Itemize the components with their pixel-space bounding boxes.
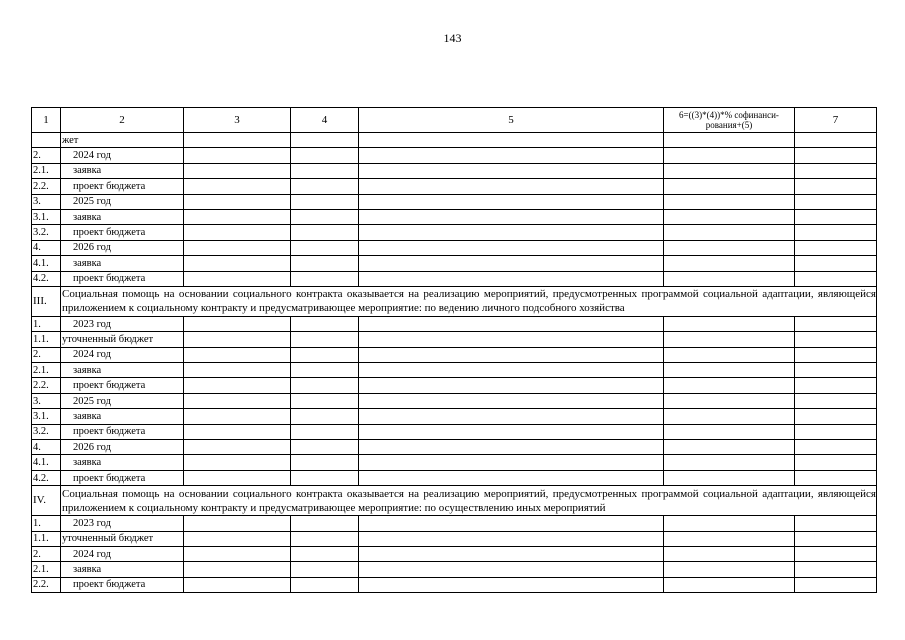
empty-cell <box>795 148 877 163</box>
empty-cell <box>795 440 877 455</box>
column-header: 3 <box>184 108 291 133</box>
table-row <box>32 240 877 255</box>
empty-cell <box>291 256 359 271</box>
empty-cell <box>795 256 877 271</box>
empty-cell <box>795 133 877 148</box>
table-row <box>32 409 877 424</box>
empty-cell <box>184 316 291 331</box>
column-header: 6=((3)*(4))*% софинанси-рования+(5) <box>664 108 795 133</box>
row-description: заявка <box>61 455 184 470</box>
empty-cell <box>291 148 359 163</box>
empty-cell <box>359 256 664 271</box>
empty-cell <box>664 332 795 347</box>
row-number: 3. <box>32 194 61 209</box>
empty-cell <box>291 470 359 485</box>
section-row <box>32 286 877 316</box>
row-number: 2. <box>32 347 61 362</box>
row-number: 4. <box>32 240 61 255</box>
empty-cell <box>184 225 291 240</box>
empty-cell <box>795 240 877 255</box>
empty-cell <box>664 133 795 148</box>
empty-cell <box>291 209 359 224</box>
table-row <box>32 562 877 577</box>
empty-cell <box>359 179 664 194</box>
table-row <box>32 163 877 178</box>
row-number: 3.2. <box>32 424 61 439</box>
table-row <box>32 271 877 286</box>
empty-cell <box>184 347 291 362</box>
row-number: 3.2. <box>32 225 61 240</box>
empty-cell <box>184 209 291 224</box>
empty-cell <box>291 225 359 240</box>
empty-cell <box>359 148 664 163</box>
row-number: 3.1. <box>32 209 61 224</box>
row-description: проект бюджета <box>61 577 184 592</box>
empty-cell <box>359 440 664 455</box>
empty-cell <box>359 347 664 362</box>
column-header: 5 <box>359 108 664 133</box>
section-description: Социальная помощь на основании социального контракта оказывается на реализацию мероприятий, предусмотренных программой социальной адаптации, являющейся приложением к социальному контракту и предусматривающее мероприятие: по ведению личного подсобного хозяйства <box>62 288 876 315</box>
empty-cell <box>795 179 877 194</box>
empty-cell <box>359 516 664 531</box>
empty-cell <box>184 133 291 148</box>
table-row <box>32 440 877 455</box>
empty-cell <box>184 179 291 194</box>
empty-cell <box>664 546 795 561</box>
empty-cell <box>795 409 877 424</box>
table-row <box>32 455 877 470</box>
row-number: 4. <box>32 440 61 455</box>
empty-cell <box>795 347 877 362</box>
empty-cell <box>291 531 359 546</box>
empty-cell <box>291 347 359 362</box>
empty-cell <box>359 393 664 408</box>
row-description: 2024 год <box>61 347 184 362</box>
row-number: 4.2. <box>32 470 61 485</box>
empty-cell <box>359 424 664 439</box>
section-number: IV. <box>32 486 61 516</box>
empty-cell <box>795 194 877 209</box>
empty-cell <box>664 271 795 286</box>
empty-cell <box>795 393 877 408</box>
row-description: заявка <box>61 409 184 424</box>
page-number: 143 <box>443 31 462 45</box>
empty-cell <box>291 577 359 592</box>
row-description: заявка <box>61 256 184 271</box>
empty-cell <box>359 562 664 577</box>
empty-cell <box>184 256 291 271</box>
empty-cell <box>664 393 795 408</box>
empty-cell <box>184 470 291 485</box>
empty-cell <box>291 194 359 209</box>
empty-cell <box>664 194 795 209</box>
empty-cell <box>359 225 664 240</box>
table-row <box>32 194 877 209</box>
row-description: заявка <box>61 163 184 178</box>
empty-cell <box>795 332 877 347</box>
table-header-row <box>32 108 877 133</box>
empty-cell <box>664 225 795 240</box>
empty-cell <box>359 240 664 255</box>
empty-cell <box>664 316 795 331</box>
row-number: 2.1. <box>32 163 61 178</box>
empty-cell <box>291 316 359 331</box>
table-row <box>32 256 877 271</box>
empty-cell <box>664 577 795 592</box>
empty-cell <box>359 163 664 178</box>
row-description: заявка <box>61 562 184 577</box>
empty-cell <box>184 271 291 286</box>
section-row <box>32 486 877 516</box>
section-number: III. <box>32 286 61 316</box>
empty-cell <box>291 363 359 378</box>
row-description: 2024 год <box>61 148 184 163</box>
empty-cell <box>664 470 795 485</box>
empty-cell <box>359 531 664 546</box>
row-number: 2.1. <box>32 363 61 378</box>
row-number: 2. <box>32 148 61 163</box>
row-description: проект бюджета <box>61 225 184 240</box>
row-description: 2024 год <box>61 546 184 561</box>
row-description: 2025 год <box>61 194 184 209</box>
empty-cell <box>184 409 291 424</box>
empty-cell <box>359 409 664 424</box>
empty-cell <box>359 577 664 592</box>
empty-cell <box>184 516 291 531</box>
row-description: жет <box>61 133 184 148</box>
empty-cell <box>184 240 291 255</box>
empty-cell <box>184 163 291 178</box>
empty-cell <box>795 546 877 561</box>
empty-cell <box>291 332 359 347</box>
row-number: 2.2. <box>32 378 61 393</box>
row-description: проект бюджета <box>61 424 184 439</box>
empty-cell <box>664 409 795 424</box>
row-number: 2.1. <box>32 562 61 577</box>
empty-cell <box>795 516 877 531</box>
column-header: 2 <box>61 108 184 133</box>
table-row <box>32 470 877 485</box>
empty-cell <box>291 424 359 439</box>
section-description: Социальная помощь на основании социального контракта оказывается на реализацию мероприятий, предусмотренных программой социальной адаптации, являющейся приложением к социальному контракту и предусматривающее мероприятие: по осуществлению иных мероприятий <box>62 487 876 514</box>
empty-cell <box>795 209 877 224</box>
empty-cell <box>359 470 664 485</box>
row-description: 2023 год <box>61 316 184 331</box>
table-body <box>32 108 877 593</box>
empty-cell <box>664 378 795 393</box>
empty-cell <box>664 347 795 362</box>
row-number: 1. <box>32 316 61 331</box>
row-description: проект бюджета <box>61 179 184 194</box>
empty-cell <box>664 209 795 224</box>
column-header: 4 <box>291 108 359 133</box>
empty-cell <box>664 531 795 546</box>
row-number: 4.2. <box>32 271 61 286</box>
table-row <box>32 225 877 240</box>
empty-cell <box>184 531 291 546</box>
row-description: заявка <box>61 363 184 378</box>
table-row <box>32 133 877 148</box>
empty-cell <box>184 393 291 408</box>
empty-cell <box>291 163 359 178</box>
empty-cell <box>184 546 291 561</box>
empty-cell <box>795 271 877 286</box>
empty-cell <box>291 179 359 194</box>
empty-cell <box>291 546 359 561</box>
row-description: 2025 год <box>61 393 184 408</box>
empty-cell <box>359 363 664 378</box>
row-number: 2.2. <box>32 577 61 592</box>
table-row <box>32 363 877 378</box>
table-row <box>32 378 877 393</box>
empty-cell <box>795 363 877 378</box>
empty-cell <box>795 378 877 393</box>
empty-cell <box>664 163 795 178</box>
empty-cell <box>291 409 359 424</box>
empty-cell <box>664 240 795 255</box>
empty-cell <box>291 378 359 393</box>
empty-cell <box>291 516 359 531</box>
row-description: 2026 год <box>61 240 184 255</box>
row-description: проект бюджета <box>61 271 184 286</box>
row-description: 2023 год <box>61 516 184 531</box>
empty-cell <box>359 546 664 561</box>
empty-cell <box>291 455 359 470</box>
table-row <box>32 209 877 224</box>
empty-cell <box>664 363 795 378</box>
empty-cell <box>291 240 359 255</box>
row-description: 2026 год <box>61 440 184 455</box>
empty-cell <box>359 133 664 148</box>
table-row <box>32 179 877 194</box>
table-row <box>32 148 877 163</box>
row-description: проект бюджета <box>61 470 184 485</box>
empty-cell <box>184 424 291 439</box>
empty-cell <box>184 148 291 163</box>
empty-cell <box>291 133 359 148</box>
table-row <box>32 316 877 331</box>
row-number: 4.1. <box>32 455 61 470</box>
empty-cell <box>664 516 795 531</box>
row-number: 3. <box>32 393 61 408</box>
empty-cell <box>795 225 877 240</box>
empty-cell <box>795 562 877 577</box>
empty-cell <box>359 316 664 331</box>
empty-cell <box>664 179 795 194</box>
row-description: проект бюджета <box>61 378 184 393</box>
row-number <box>32 133 61 148</box>
empty-cell <box>359 378 664 393</box>
empty-cell <box>795 163 877 178</box>
empty-cell <box>359 194 664 209</box>
row-number: 1.1. <box>32 531 61 546</box>
row-number: 4.1. <box>32 256 61 271</box>
empty-cell <box>184 440 291 455</box>
row-number: 2.2. <box>32 179 61 194</box>
empty-cell <box>795 424 877 439</box>
empty-cell <box>184 332 291 347</box>
table-row <box>32 516 877 531</box>
empty-cell <box>184 562 291 577</box>
table-row <box>32 531 877 546</box>
budget-table <box>31 107 877 593</box>
table-row <box>32 424 877 439</box>
empty-cell <box>795 531 877 546</box>
table-row <box>32 393 877 408</box>
empty-cell <box>184 363 291 378</box>
empty-cell <box>664 455 795 470</box>
empty-cell <box>184 577 291 592</box>
empty-cell <box>795 455 877 470</box>
row-description: уточненный бюджет <box>61 332 184 347</box>
row-description: заявка <box>61 209 184 224</box>
empty-cell <box>795 577 877 592</box>
empty-cell <box>184 455 291 470</box>
table-row <box>32 546 877 561</box>
table-row <box>32 347 877 362</box>
empty-cell <box>359 209 664 224</box>
empty-cell <box>359 271 664 286</box>
empty-cell <box>291 562 359 577</box>
empty-cell <box>291 271 359 286</box>
table-row <box>32 332 877 347</box>
row-number: 2. <box>32 546 61 561</box>
empty-cell <box>664 440 795 455</box>
empty-cell <box>291 440 359 455</box>
empty-cell <box>291 393 359 408</box>
empty-cell <box>664 148 795 163</box>
column-header: 7 <box>795 108 877 133</box>
empty-cell <box>795 316 877 331</box>
row-number: 3.1. <box>32 409 61 424</box>
empty-cell <box>184 378 291 393</box>
empty-cell <box>664 562 795 577</box>
row-number: 1.1. <box>32 332 61 347</box>
empty-cell <box>359 332 664 347</box>
empty-cell <box>664 256 795 271</box>
row-description: уточненный бюджет <box>61 531 184 546</box>
row-number: 1. <box>32 516 61 531</box>
table-row <box>32 577 877 592</box>
empty-cell <box>359 455 664 470</box>
column-header: 1 <box>32 108 61 133</box>
empty-cell <box>664 424 795 439</box>
empty-cell <box>184 194 291 209</box>
empty-cell <box>795 470 877 485</box>
